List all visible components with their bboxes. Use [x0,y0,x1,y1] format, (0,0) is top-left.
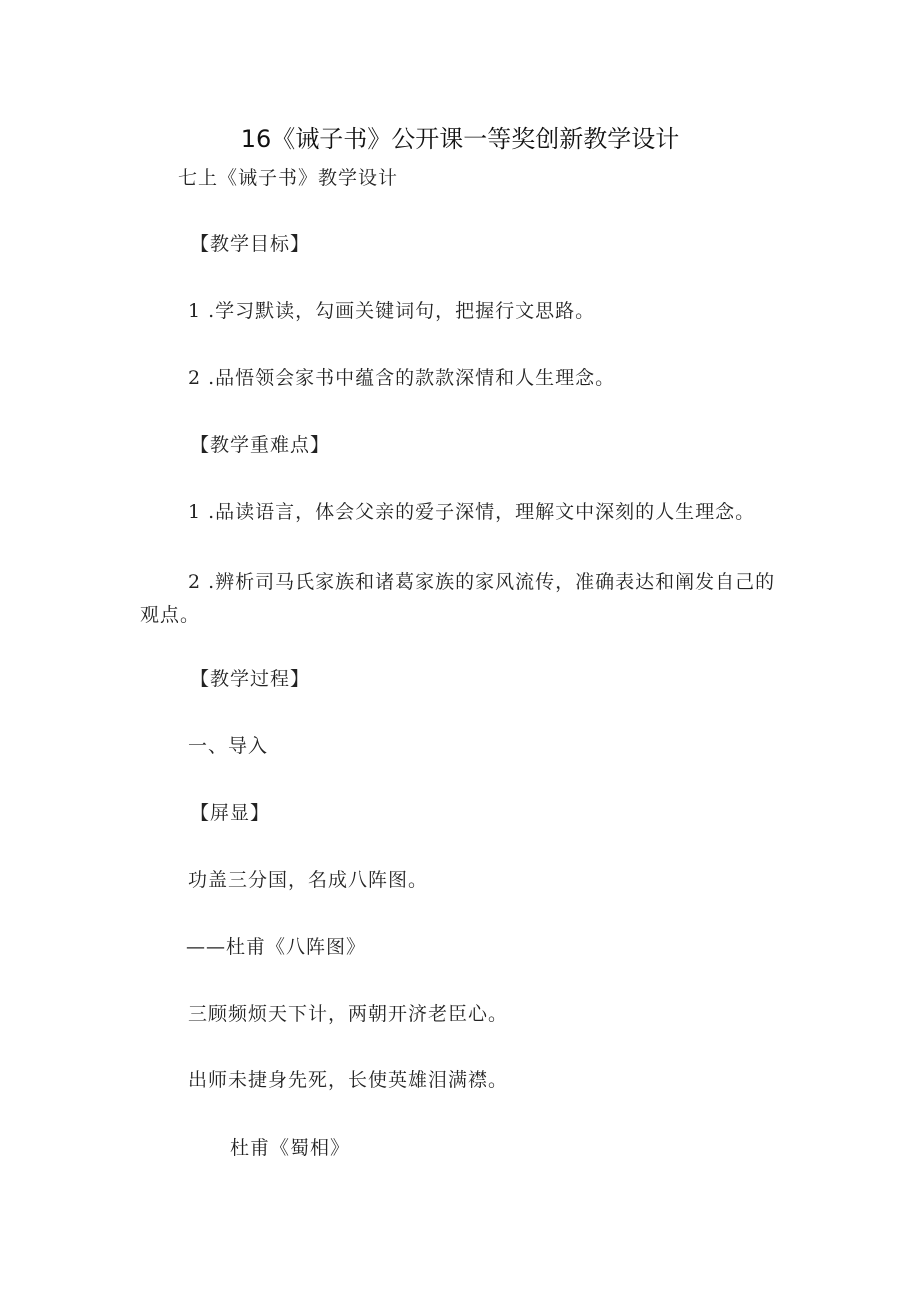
objective-item-1: 1 .学习默读，勾画关键词句，把握行文思路。 [188,300,596,322]
poem-line: 三顾频烦天下计，两朝开济老臣心。 [188,1003,509,1025]
poem-line: 出师未捷身先死，长使英雄泪满襟。 [188,1069,509,1091]
key-point-item-1: 1 .品读语言，体会父亲的爱子深情，理解文中深刻的人生理念。 [188,501,756,523]
objectives-heading: 【教学目标】 [190,233,311,255]
objective-item-2: 2 .品悟领会家书中蕴含的款款深情和人生理念。 [188,367,616,389]
poem-line: 功盖三分国，名成八阵图。 [188,869,429,891]
poem-source: ——杜甫《八阵图》 [186,936,367,958]
process-heading: 【教学过程】 [190,668,311,690]
poem-source: 杜甫《蜀相》 [230,1137,351,1159]
screen-display-label: 【屏显】 [190,802,271,824]
section-intro-heading: 一、导入 [188,735,269,757]
key-points-heading: 【教学重难点】 [190,434,331,456]
key-point-item-2: 2 .辨析司马氏家族和诸葛家族的家风流传，准确表达和阐发自己的观点。 [140,571,776,626]
document-subtitle: 七上《诫子书》教学设计 [178,167,399,189]
document-title: 16《诫子书》公开课一等奖创新教学设计 [240,125,680,153]
